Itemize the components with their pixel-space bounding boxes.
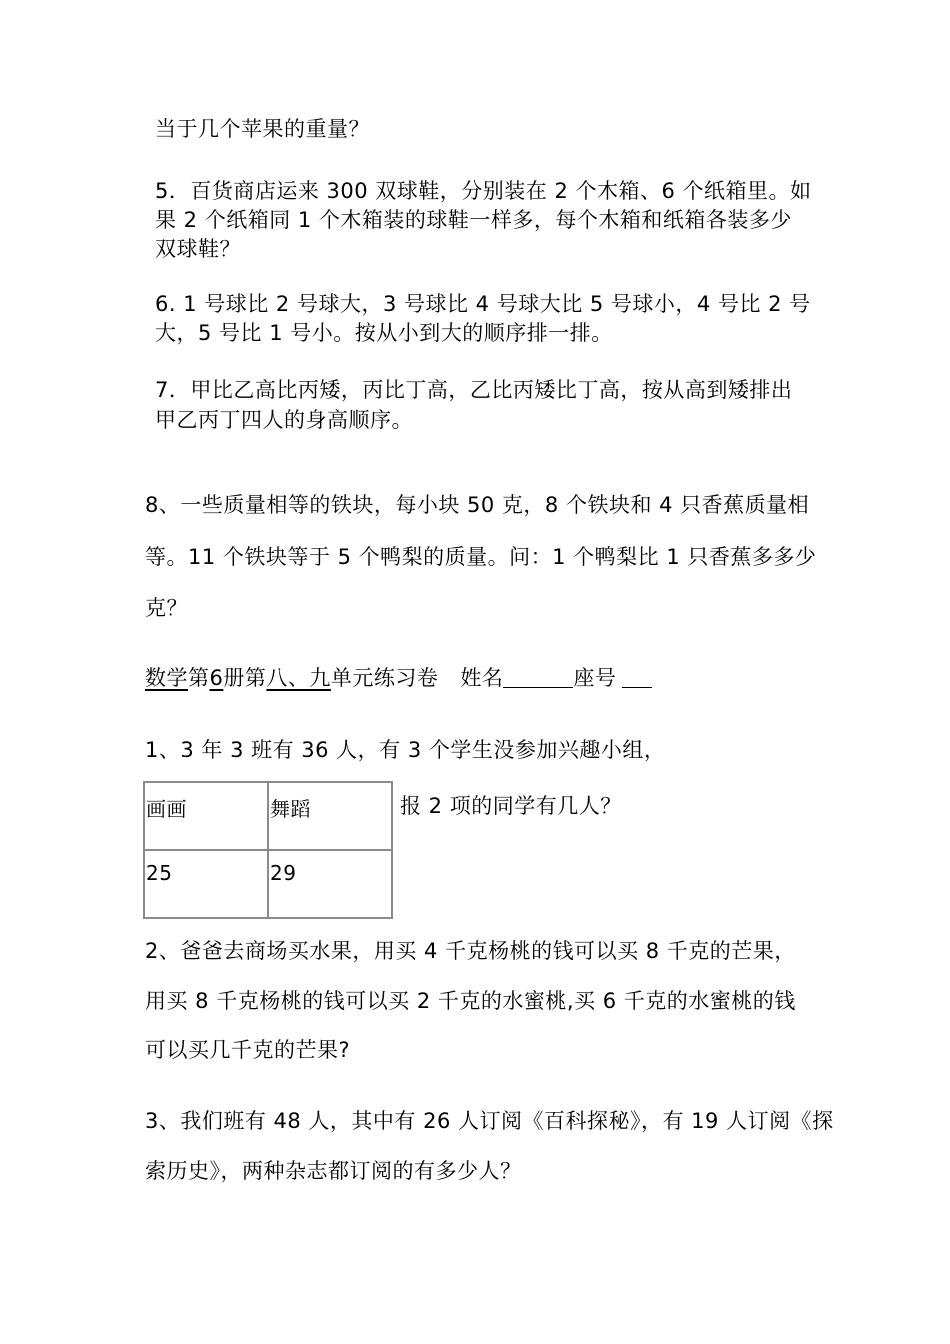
question-5-line-1: 5．百货商店运来 300 双球鞋，分别装在 2 个木箱、6 个纸箱里。如: [155, 179, 812, 203]
worksheet-title-line: [145, 662, 652, 692]
table-header-drawing: 画画: [144, 782, 268, 850]
table-row: [144, 850, 392, 918]
seat-blank[interactable]: [622, 667, 652, 688]
question-3-line-1: 3、我们班有 48 人，其中有 26 人订阅《百科探秘》，有 19 人订阅《探: [145, 1109, 834, 1133]
title-subject: 数学: [145, 666, 188, 690]
table-header-dance: 舞蹈: [268, 782, 392, 850]
question-5-line-3: 双球鞋？: [155, 237, 241, 261]
question-4-tail: 当于几个苹果的重量？: [155, 117, 370, 141]
question-2-line-3: 可以买几千克的芒果?: [145, 1038, 351, 1062]
question-3-line-2: 索历史》，两种杂志都订阅的有多少人？: [145, 1159, 522, 1183]
table-cell-dance-count: 29: [268, 850, 392, 918]
interest-group-table: [143, 781, 393, 919]
question-7-line-2: 甲乙丙丁四人的身高顺序。: [155, 408, 413, 432]
question-8-line-3: 克？: [145, 596, 188, 620]
question-7-line-1: 7．甲比乙高比丙矮，丙比丁高，乙比丙矮比丁高，按从高到矮排出: [155, 378, 793, 402]
title-di: 第: [188, 666, 210, 690]
table-cell-drawing-count: 25: [144, 850, 268, 918]
question-2-line-1: 2、爸爸去商场买水果，用买 4 千克杨桃的钱可以买 8 千克的芒果，: [145, 939, 796, 963]
seat-label: 座号: [573, 666, 617, 690]
question-6-line-2: 大，5 号比 1 号小。按从小到大的顺序排一排。: [155, 321, 613, 345]
title-volume: 6: [209, 666, 224, 690]
title-units: 八、九: [266, 666, 331, 690]
question-5-line-2: 果 2 个纸箱同 1 个木箱装的球鞋一样多，每个木箱和纸箱各装多少: [155, 208, 792, 232]
name-blank[interactable]: [503, 667, 573, 688]
question-8-line-1: 8、一些质量相等的铁块，每小块 50 克，8 个铁块和 4 只香蕉质量相: [145, 493, 810, 517]
title-suffix: 单元练习卷: [330, 666, 439, 690]
question-2-line-2: 用买 8 千克杨桃的钱可以买 2 千克的水蜜桃,买 6 千克的水蜜桃的钱: [145, 989, 796, 1013]
question-8-line-2: 等。11 个铁块等于 5 个鸭梨的质量。问：1 个鸭梨比 1 只香蕉多多少: [145, 545, 817, 569]
name-label: 姓名: [460, 666, 504, 690]
question-1-line: 1、3 年 3 班有 36 人，有 3 个学生没参加兴趣小组，: [145, 738, 666, 762]
title-ce: 册第: [223, 666, 267, 690]
question-1-side-text: 报 2 项的同学有几人？: [400, 794, 622, 818]
table-row: [144, 782, 392, 850]
question-6-line-1: 6. 1 号球比 2 号球大，3 号球比 4 号球大比 5 号球小，4 号比 2 号: [155, 292, 811, 316]
